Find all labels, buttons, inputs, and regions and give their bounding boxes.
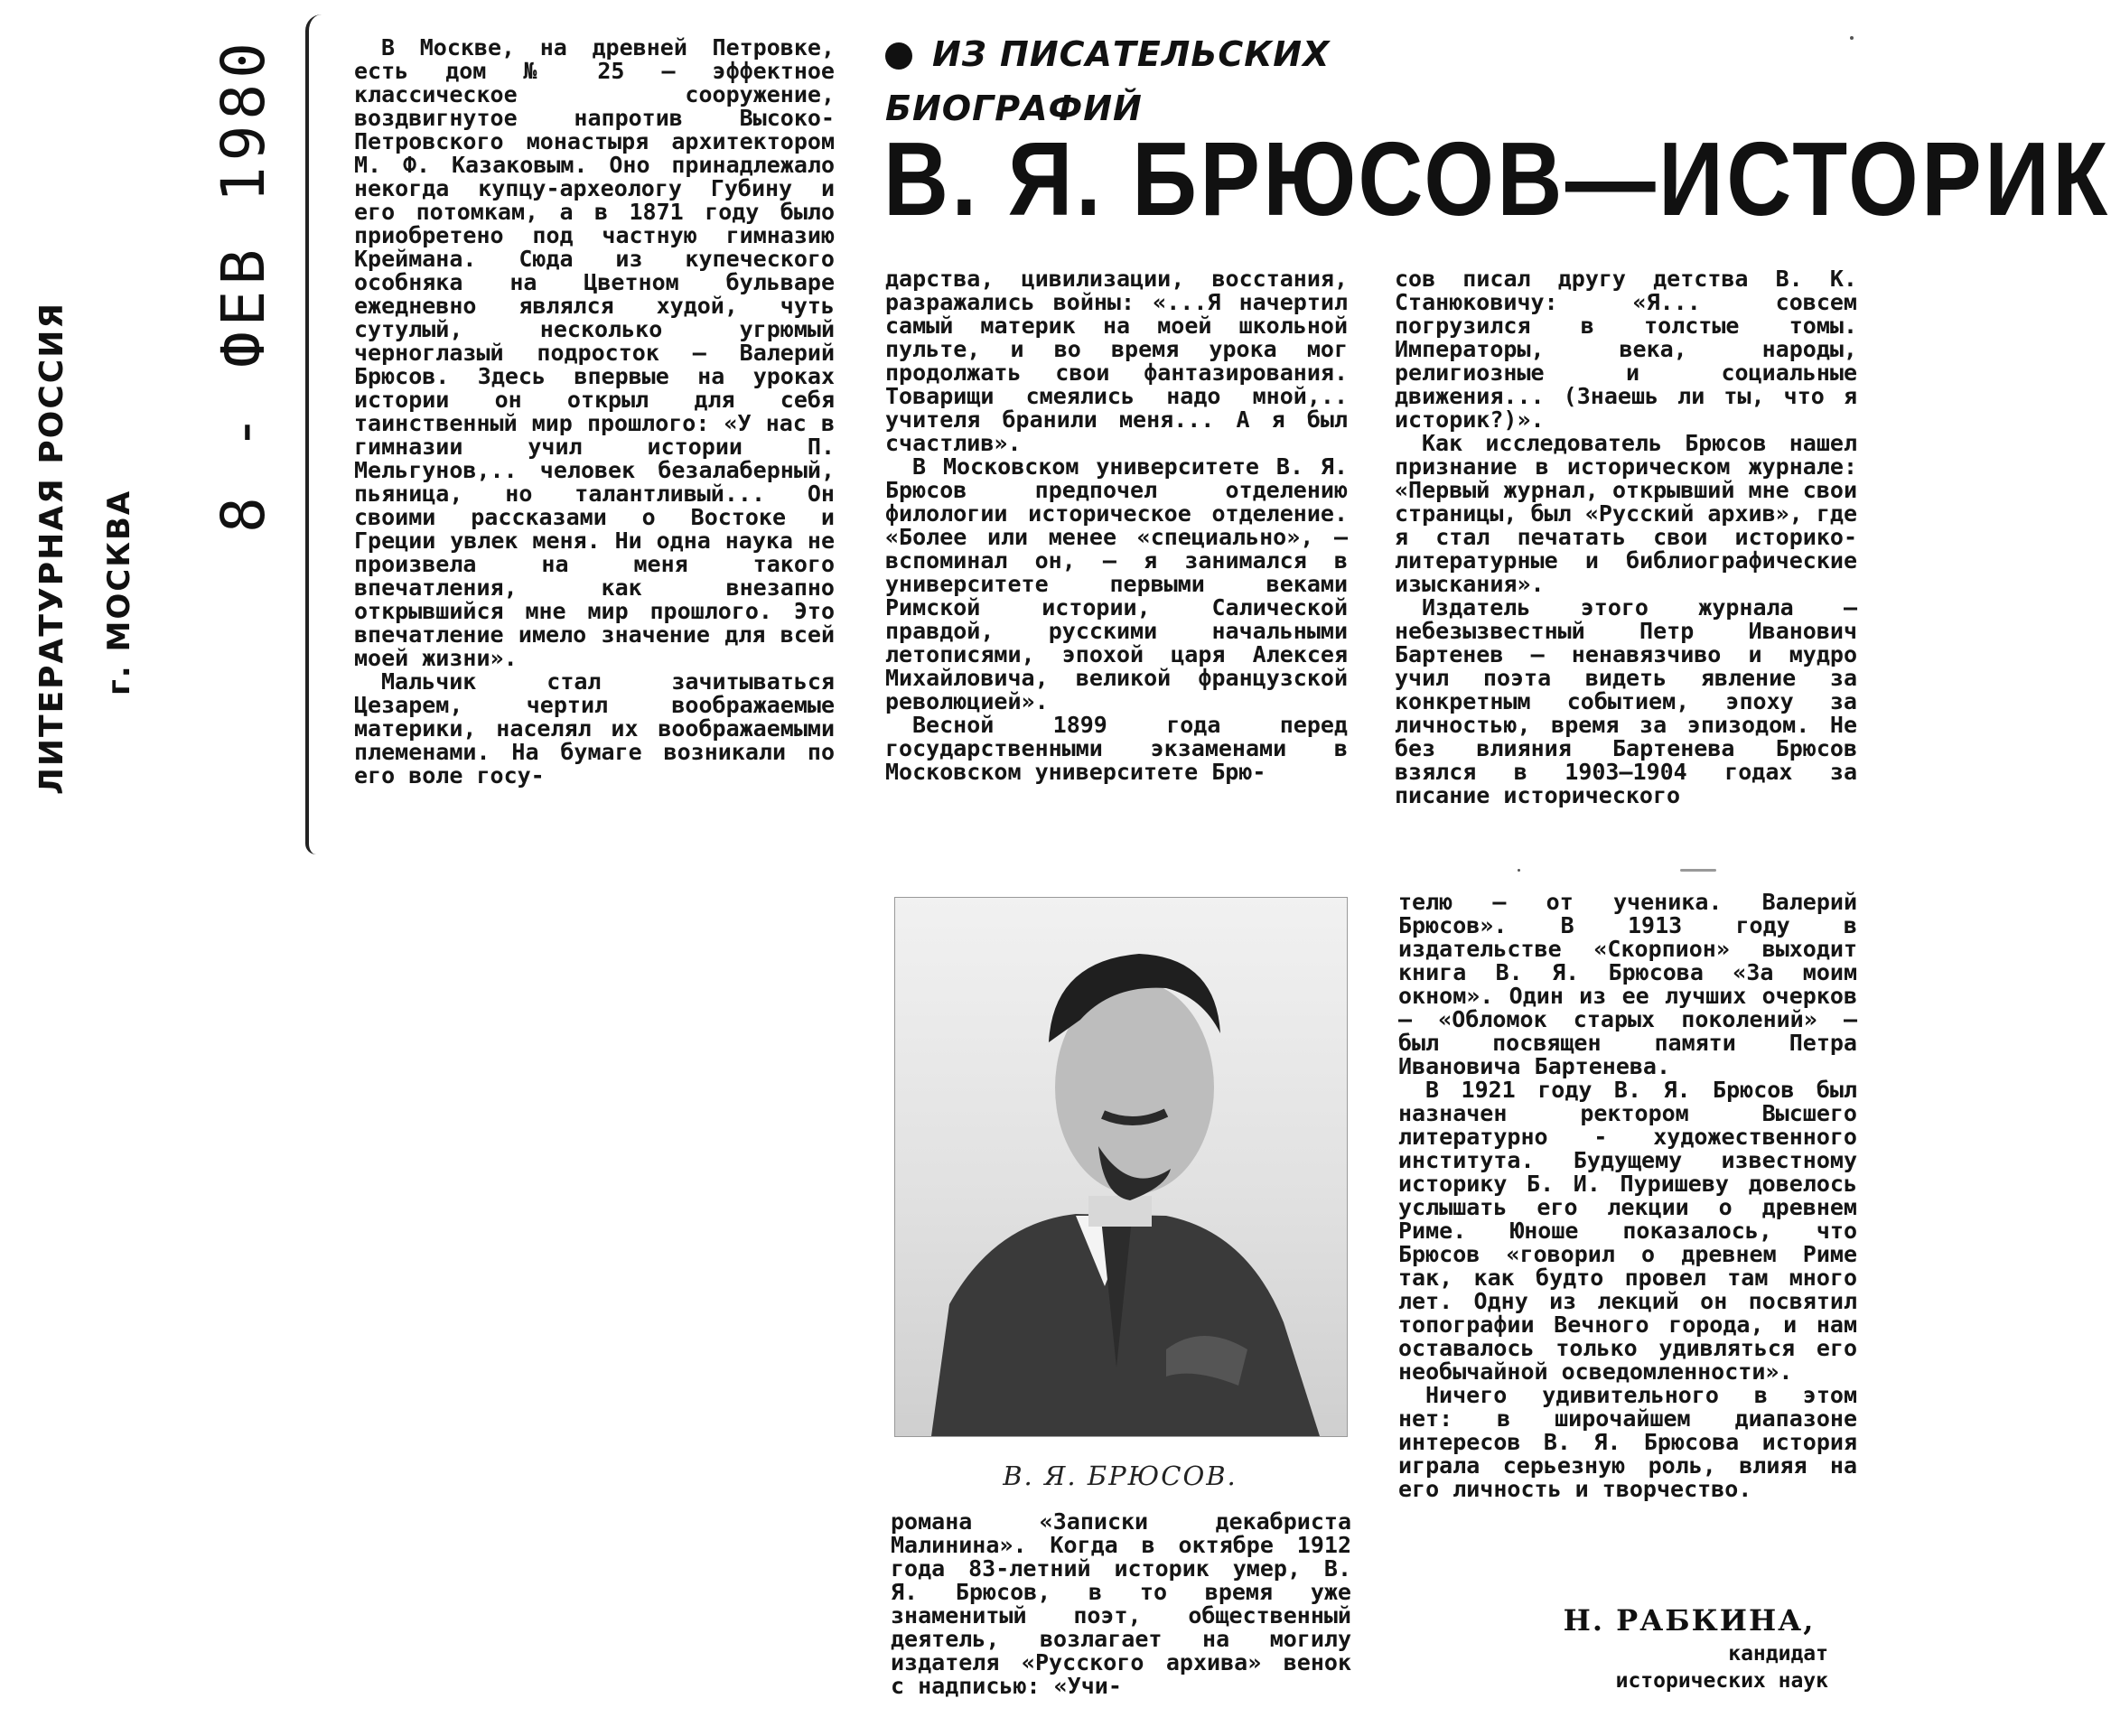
scan-speck [1850, 36, 1854, 40]
bullet-icon [885, 42, 912, 70]
headline: В. Я. БРЮСОВ—ИСТОРИК [883, 120, 2111, 238]
scan-speck [1680, 869, 1716, 872]
rubric-text: ИЗ ПИСАТЕЛЬСКИХ БИОГРАФИЙ [885, 34, 1331, 128]
portrait-illustration [895, 898, 1347, 1436]
author-title: кандидат [1728, 1642, 1828, 1666]
paragraph: В 1921 году В. Я. Брюсов был назначен ректором Высшего литературно - художественного института. Будущему известному историку Б. И. Пуришеву довелось услышать его лекции о древнем Риме. Юноше показалось, что Брюсов «говорил о древнем Риме так, как будто провел там много лет. Одну из лекций он посвятил топографии Вечного города, и нам оставалось только удивляться его необычайной осведомленности». [1398, 1077, 1857, 1385]
stamp-date: 8 - ФЕВ 1980 [209, 37, 278, 533]
article-column-1 [354, 36, 835, 788]
clipping-edge [305, 14, 322, 854]
article-column-3 [1395, 267, 1857, 807]
paragraph: Как исследователь Брюсов нашел признание в историческом журнале: «Первый журнал, открывший мне свои страницы, был «Русский архив», где я стал печатать свои историко-литературные и библиографические изыскания». [1395, 430, 1857, 597]
paragraph: Мальчик стал зачитываться Цезарем, чертил воображаемые материки, населял их воображаемыми племенами. На бумаге возникали по его воле госу- [354, 668, 835, 789]
article-column-4 [891, 1510, 1351, 1698]
scan-speck [1518, 869, 1520, 872]
paragraph: Издатель этого журнала — небезызвестный Петр Иванович Бартенев — ненавязчиво и мудро учил поэта видеть явление за конкретным событием, эпоху за личностью, время за эпизодом. Не без влияния Бартенева Брюсов взялся в 1903—1904 годах за писание исторического [1395, 594, 1857, 808]
paragraph: телю — от ученика. Валерий Брюсов». В 1913 году в издательстве «Скорпион» выходит книга В. Я. Брюсова «За моим окном». Один из ее лучших очерков — «Обломок старых поколений» — был посвящен памяти Петра Ивановича Бартенева. [1398, 889, 1857, 1079]
author-name: Н. РАБКИНА, [1563, 1603, 1816, 1638]
paragraph: Весной 1899 года перед государственными экзаменами в Московском университете Брю- [885, 712, 1348, 785]
paragraph: сов писал другу детства В. К. Станюковичу: «Я... совсем погрузился в толстые томы. Императоры, века, народы, религиозные и социальные движения... (Знаешь ли ты, что я историк?)». [1395, 266, 1857, 433]
paragraph: В Москве, на древней Петровке, есть дом № 25 — эффектное классическое сооружение, воздвигнутое напротив Высоко-Петровского монастыря архитектором М. Ф. Казаковым. Оно принадлежало некогда купцу-археологу Губину и его потомкам, а в 1871 году было приобретено под частную гимназию Креймана. Сюда из купеческого особняка на Цветном бульваре ежедневно являлся худой, чуть сутулый, несколько угрюмый черноглазый подросток — Валерий Брюсов. Здесь впервые на уроках истории он открыл для себя таинственный мир прошлого: «У нас в гимназии учил истории П. Мельгунов,.. человек безалаберный, пьяница, но талантливый... Он своими рассказами о Востоке и Греции увлек меня. Ни одна наука не произвела на меня такого впечатления, как внезапно открывшийся мне мир прошлого. Это впечатление имело значение для всей моей жизни». [354, 34, 835, 671]
portrait-photo [894, 897, 1348, 1437]
rubric [885, 27, 1572, 128]
stamp-newspaper-name: ЛИТЕРАТУРНАЯ РОССИЯ [33, 301, 70, 795]
author-field: исторических наук [1615, 1669, 1828, 1693]
paragraph: В Московском университете В. Я. Брюсов предпочел отделению филологии историческое отделение. «Более или менее «специально», — вспоминал он, — я занимался в университете первыми веками Римской истории, Салической правдой, русскими начальными летописями, эпохой царя Алексея Михайловича, великой французской революцией». [885, 453, 1348, 714]
article-column-5 [1398, 891, 1857, 1501]
paragraph: Ничего удивительного в этом нет: в широчайшем диапазоне интересов В. Я. Брюсова история играла серьезную роль, влияя на его личность и творчество. [1398, 1382, 1857, 1502]
article-column-2 [885, 267, 1348, 784]
paragraph: дарства, цивилизации, восстания, разражались войны: «...Я начертил самый материк на моей школьной пульте, и во время урока мог продолжать свои фантазирования. Товарищи смеялись надо мной,.. учителя бранили меня... А я был счастлив». [885, 266, 1348, 456]
paragraph: романа «Записки декабриста Малинина». Когда в октябре 1912 года 83-летний историк умер, В. Я. Брюсов, в то время уже знаменитый поэт, общественный деятель, возлагает на могилу издателя «Русского архива» венок с надписью: «Учи- [891, 1508, 1351, 1699]
stamp-city: г. МОСКВА [101, 489, 137, 695]
photo-caption: В. Я. БРЮСОВ. [1003, 1461, 1238, 1491]
